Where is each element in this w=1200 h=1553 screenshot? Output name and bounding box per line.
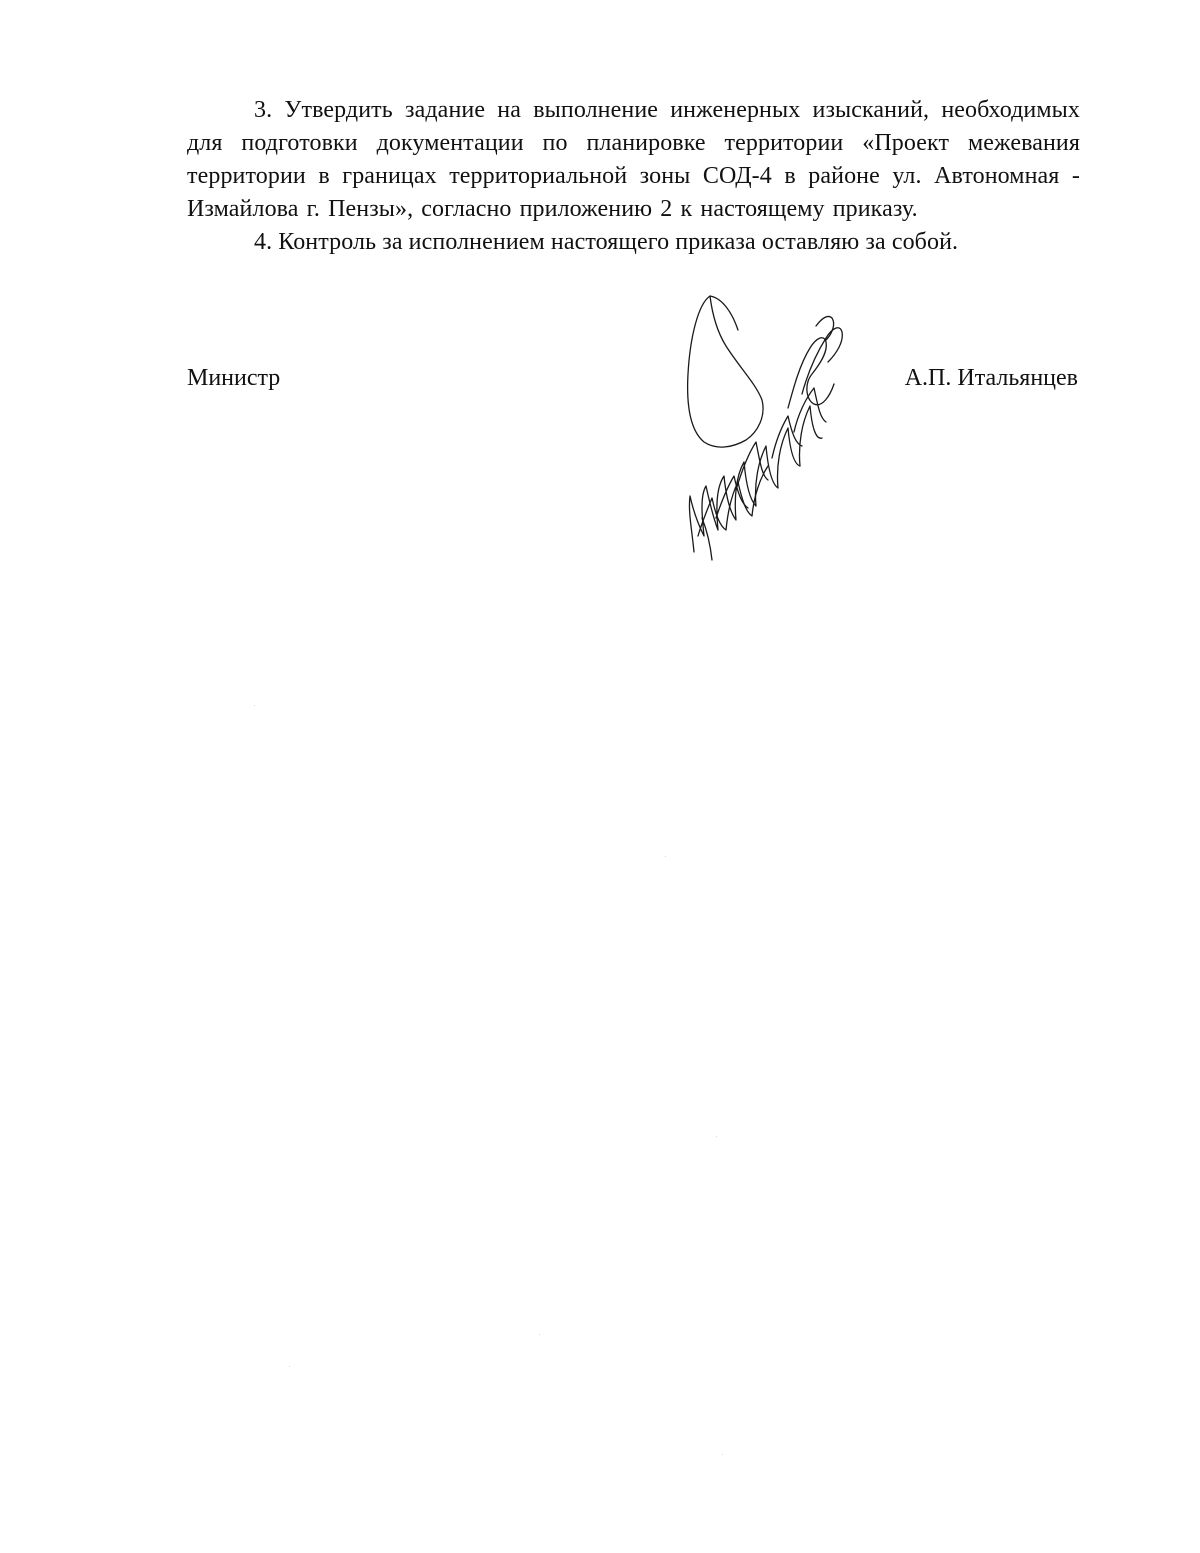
handwritten-signature xyxy=(676,290,846,562)
paragraph-item-3: 3. Утвердить задание на выполнение инженерных изысканий, необходимых для подготовки документации по планировке территории «Проект межевания территории в границах территориальной зоны СОД-4 в районе ул. Автономная - Измайлова г. Пензы», согласно приложению 2 к настоящему приказу. xyxy=(187,97,1080,222)
document-body xyxy=(187,94,1080,259)
signer-position: Министр xyxy=(187,365,281,391)
scan-speck xyxy=(716,1136,717,1137)
signer-name: А.П. Итальянцев xyxy=(904,365,1078,391)
paragraph-item-4: 4. Контроль за исполнением настоящего приказа оставляю за собой. xyxy=(254,229,959,255)
scan-speck xyxy=(289,1366,290,1367)
scan-speck xyxy=(254,705,255,706)
signature-block xyxy=(187,362,1080,402)
scan-speck xyxy=(665,856,666,857)
scan-speck xyxy=(722,1454,723,1455)
scan-speck xyxy=(539,1334,540,1335)
